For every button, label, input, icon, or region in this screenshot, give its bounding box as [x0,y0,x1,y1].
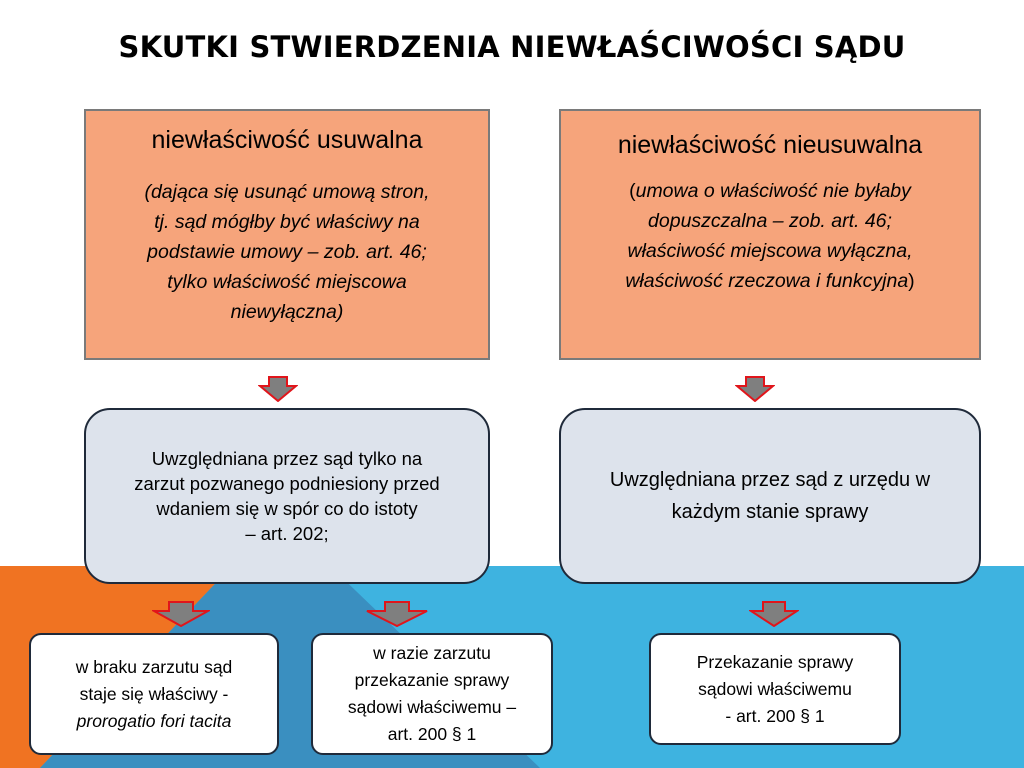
tacit-prorogation-box [29,633,279,755]
case-transfer-text [687,649,864,730]
detail-text: umowa o właściwość nie byłaby [635,180,911,202]
detail-line [573,266,967,296]
removable-incompetence-heading: niewłaściwość usuwalna [151,126,423,154]
detail-line: właściwość miejscowa wyłączna, [627,240,913,262]
case-transfer-box [649,633,901,745]
objection-only-box [84,408,490,584]
text-line: Uwzględniana przez sąd z urzędu w [609,469,931,491]
text-line-italic: prorogatio fori tacita [76,710,232,731]
detail-line: podstawie umowy – zob. art. 46; [147,241,427,263]
objection-only-text [116,446,457,546]
down-arrow-icon [735,376,775,402]
text-line: Przekazanie sprawy [696,651,854,672]
detail-line: tylko właściwość miejscowa [167,271,407,293]
text-line: Uwzględniana przez sąd tylko na [151,448,423,469]
text-line: w razie zarzutu [373,643,491,663]
ex-officio-box [559,408,981,584]
text-line: w braku zarzutu sąd [75,656,233,677]
text-line: sądowi właściwemu [698,678,852,699]
text-line: zarzut pozwanego podniesiony przed [134,473,440,494]
removable-incompetence-detail [86,177,488,327]
down-arrow-icon [749,601,799,627]
page-title: SKUTKI STWIERDZENIA NIEWŁAŚCIWOŚCI SĄDU [118,30,906,64]
ex-officio-text [592,464,948,528]
text-line: art. 200 § 1 [387,724,477,744]
text-line: sądowi właściwemu – [347,697,517,717]
detail-text: właściwość rzeczowa i funkcyjna [625,270,909,292]
down-arrow-icon [152,601,210,627]
transfer-on-objection-box [311,633,553,755]
down-arrow-icon [365,601,429,627]
non-removable-incompetence-box [559,109,981,360]
text-line: staje się właściwy - [79,683,229,704]
tacit-prorogation-text [66,654,243,735]
detail-line: dopuszczalna – zob. art. 46; [648,210,892,232]
down-arrow-icon [258,376,298,402]
detail-line: (dająca się usunąć umową stron, [144,181,430,203]
text-line: - art. 200 § 1 [725,705,825,726]
text-line: każdym stanie sprawy [671,501,869,523]
detail-line: niewyłączna) [230,301,344,323]
non-removable-incompetence-detail [561,176,979,296]
removable-incompetence-box [84,109,490,360]
detail-line: tj. sąd mógłby być właściwy na [154,211,420,233]
text-line: wdaniem się w spór co do istoty [156,498,418,519]
text-line: – art. 202; [245,523,329,544]
transfer-on-objection-text [338,640,526,748]
detail-open-paren: ( [629,180,636,202]
text-line: przekazanie sprawy [354,670,510,690]
detail-close-paren: ) [908,270,915,292]
detail-line [573,176,967,206]
non-removable-incompetence-heading: niewłaściwość nieusuwalna [617,131,923,159]
